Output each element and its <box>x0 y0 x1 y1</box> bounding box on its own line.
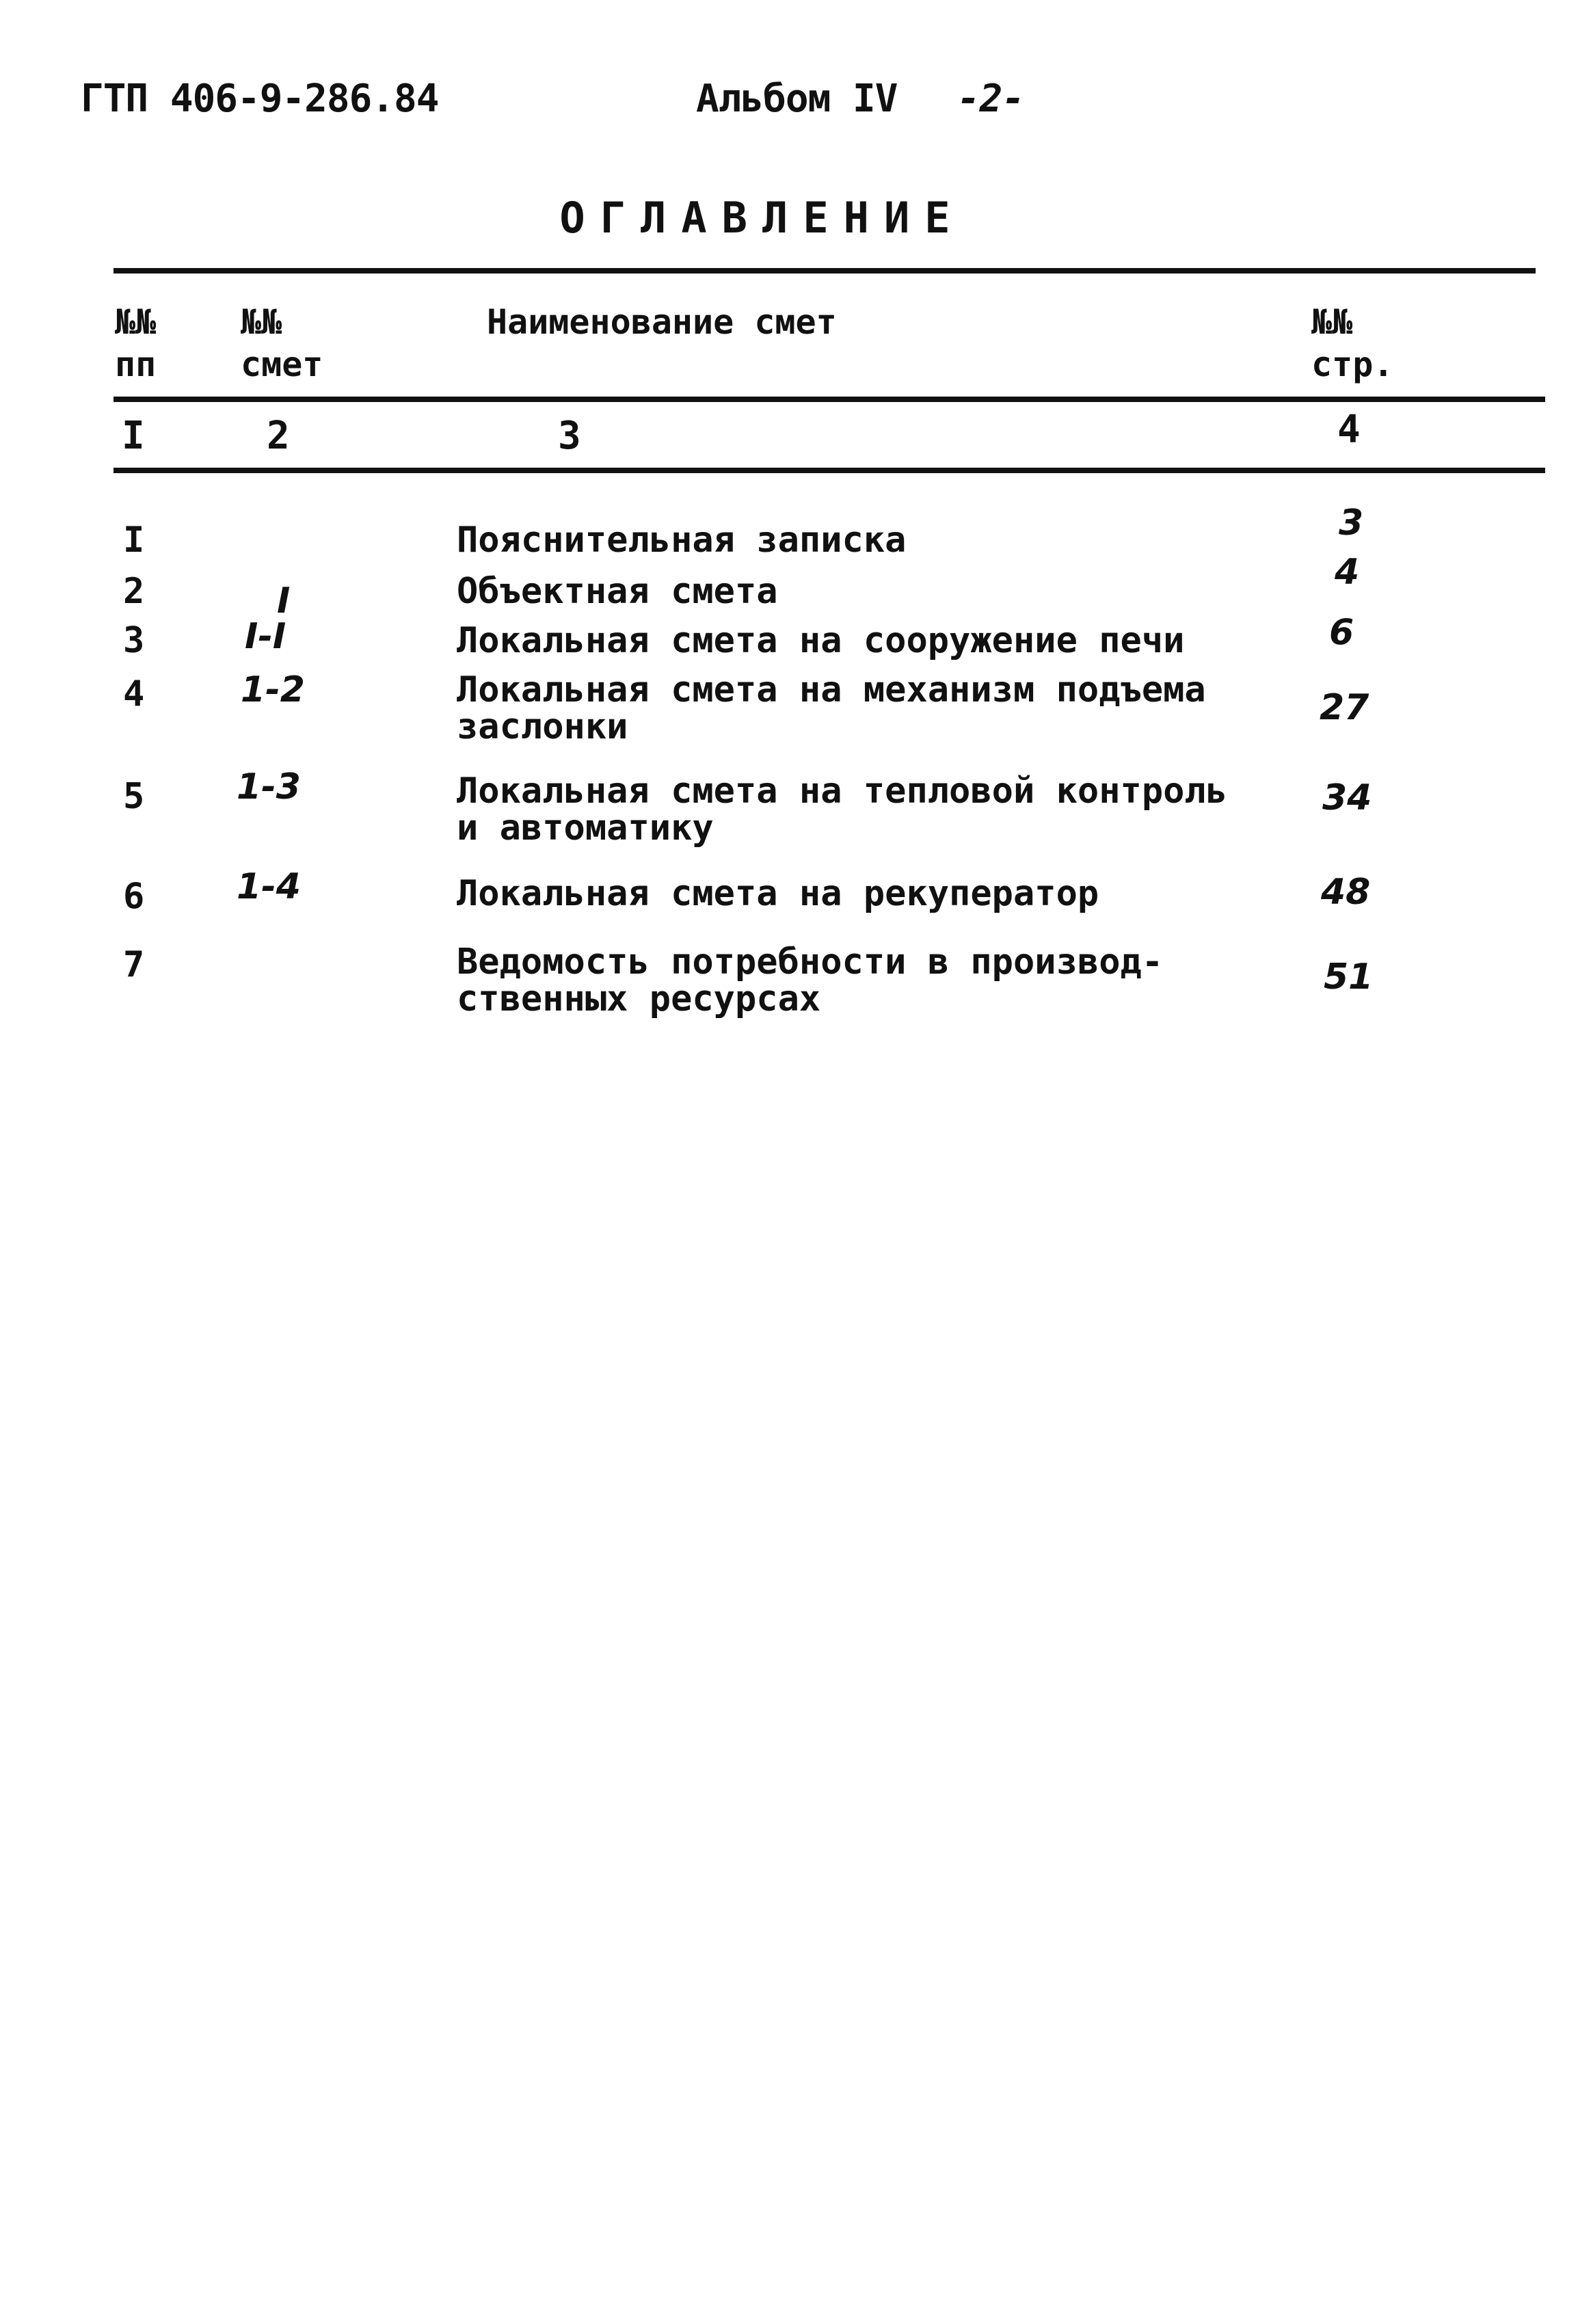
column-header-line2: смет <box>241 345 323 384</box>
column-numbers-rule <box>113 468 1545 473</box>
table-row-number: 3 <box>123 620 145 661</box>
table-row-page: 51 <box>1324 957 1374 998</box>
table-row-page: 4 <box>1335 552 1360 593</box>
column-header-estimate-number <box>241 301 323 386</box>
column-header-line1: №№ <box>241 302 282 342</box>
table-row-estimate: I <box>277 580 291 622</box>
column-number: 3 <box>558 414 581 458</box>
table-row-name-line2: заслонки <box>457 706 628 747</box>
column-number: 4 <box>1337 408 1361 452</box>
table-row-name-line1: Локальная смета на механизм подъема <box>457 669 1206 710</box>
table-row-page: 48 <box>1321 872 1371 913</box>
table-row-name-line2: и автоматику <box>457 807 714 849</box>
table-row-name: Пояснительная записка <box>457 520 907 561</box>
table-row-estimate: 1-4 <box>237 866 301 907</box>
table-row-estimate: 1-2 <box>241 669 305 710</box>
column-header-item-number <box>115 301 156 386</box>
column-header-line1: №№ <box>1311 302 1353 342</box>
table-row-page: 27 <box>1320 687 1369 728</box>
table-row-estimate: I-I <box>245 616 286 657</box>
table-row-name-line1: Локальная смета на тепловой контроль <box>457 771 1228 812</box>
table-row-name: Локальная смета на сооружение печи <box>457 620 1185 661</box>
column-header-line1: №№ <box>115 302 157 342</box>
album-label: Альбом IV <box>696 77 898 121</box>
table-row-page: 3 <box>1339 503 1364 544</box>
document-code: ГТП 406-9-286.84 <box>81 77 439 121</box>
table-row-number: 2 <box>123 571 145 612</box>
column-header-page <box>1311 301 1393 386</box>
table-row-name-line1: Ведомость потребности в производ- <box>457 941 1164 983</box>
table-top-rule <box>113 268 1536 273</box>
column-header-line2: стр. <box>1311 345 1394 384</box>
page-number: -2- <box>957 77 1025 121</box>
table-row-name: Объектная смета <box>457 571 778 612</box>
column-header-line1: Наименование смет <box>487 302 837 342</box>
table-row-name-line2: ственных ресурсах <box>457 978 821 1019</box>
table-row-estimate: 1-3 <box>237 766 301 807</box>
table-row-number: 7 <box>123 944 145 985</box>
page-title: ОГЛАВЛЕНИЕ <box>559 193 965 243</box>
table-row-number: 5 <box>123 776 145 817</box>
table-row-page: 6 <box>1329 612 1354 653</box>
column-header-line2: пп <box>115 345 157 384</box>
header-bottom-rule <box>113 397 1545 402</box>
column-number: I <box>122 414 145 458</box>
table-row-number: I <box>123 520 145 561</box>
table-row-name: Локальная смета на рекуператор <box>457 873 1099 914</box>
table-row-page: 34 <box>1322 777 1372 818</box>
table-row-number: 6 <box>123 876 145 917</box>
table-row-number: 4 <box>123 673 145 714</box>
column-number: 2 <box>267 414 290 458</box>
column-header-estimate-name <box>487 301 837 343</box>
